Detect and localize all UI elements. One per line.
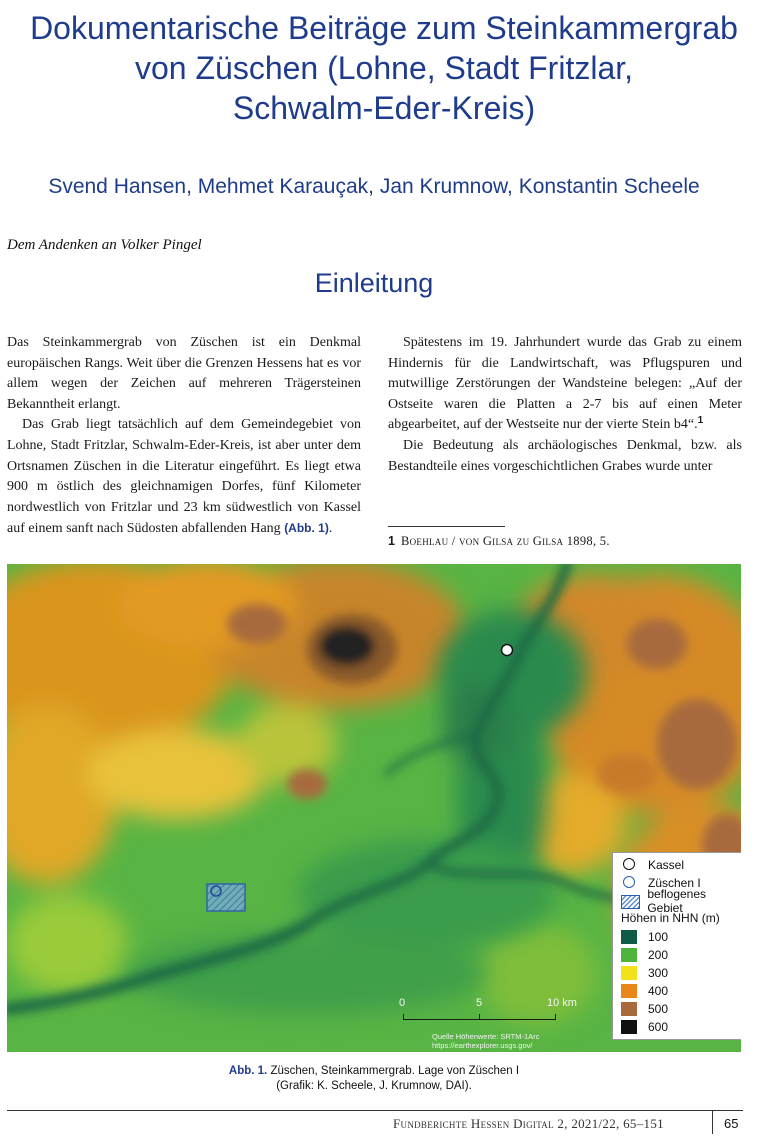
legend-item-kassel bbox=[621, 857, 684, 873]
legend-heading: Höhen in NHN (m) bbox=[621, 911, 720, 925]
legend-label: Kassel bbox=[648, 858, 685, 872]
legend-label: 400 bbox=[648, 984, 669, 998]
section-heading: Einleitung bbox=[314, 268, 434, 298]
hatched-area-icon bbox=[621, 895, 640, 909]
paragraph bbox=[388, 333, 742, 436]
footnote bbox=[388, 534, 610, 549]
color-swatch bbox=[621, 984, 637, 998]
scale-label: 0 bbox=[399, 997, 406, 1009]
scale-tick bbox=[403, 1014, 404, 1020]
figure-caption bbox=[0, 1064, 748, 1094]
footnote-marker[interactable]: 1 bbox=[697, 415, 704, 427]
map-legend bbox=[612, 852, 741, 1040]
figure-reference-link[interactable]: (Abb. 1) bbox=[284, 521, 329, 536]
text-column-left bbox=[7, 333, 361, 540]
caption-text: Züschen, Steinkammergrab. Lage von Züschen I bbox=[270, 1065, 520, 1077]
footer-rule bbox=[7, 1110, 743, 1111]
source-line: https://earthexplorer.usgs.gov/ bbox=[432, 1041, 533, 1050]
source-line: Quelle Höhenwerte: SRTM-1Arc bbox=[432, 1032, 540, 1041]
paragraph: Das Steinkammergrab von Züschen ist ein Denkmal europäischen Rangs. Weit über die Grenzen Hessens hat es vor allem wegen der Zeichen auf mehreren Trägersteinen Bekanntheit erlangt. bbox=[7, 335, 361, 412]
scale-tick bbox=[555, 1014, 556, 1020]
article-title bbox=[10, 8, 758, 128]
legend-elevation-300 bbox=[621, 965, 668, 981]
caption-label: Abb. 1. bbox=[228, 1065, 268, 1077]
color-swatch bbox=[621, 948, 637, 962]
legend-label: 300 bbox=[648, 966, 669, 980]
legend-label: 100 bbox=[648, 930, 669, 944]
legend-label: 500 bbox=[648, 1002, 669, 1016]
paragraph-tail: . bbox=[328, 521, 333, 537]
legend-label: Züschen I bbox=[648, 876, 701, 890]
paragraph bbox=[7, 415, 361, 540]
color-swatch bbox=[621, 930, 637, 944]
circle-outline-icon bbox=[623, 876, 635, 888]
scale-tick bbox=[479, 1014, 480, 1020]
footnote-rule bbox=[388, 526, 505, 527]
color-swatch bbox=[621, 966, 637, 980]
legend-elevation-600 bbox=[621, 1019, 668, 1035]
dedication: Dem Andenken an Volker Pingel bbox=[7, 237, 202, 253]
paragraph: Die Bedeutung als archäologisches Denkmal, bzw. als Bestandteile eines vorgeschichtlichen Grabes wurde unter bbox=[388, 437, 742, 474]
scale-label: 5 bbox=[476, 997, 483, 1009]
footnote-number: 1 bbox=[388, 534, 395, 548]
title-line: Schwalm-Eder-Kreis) bbox=[232, 90, 536, 126]
legend-label: beflogenes Gebiet bbox=[647, 887, 707, 915]
paragraph-text: Das Grab liegt tatsächlich auf dem Gemeindegebiet von Lohne, Stadt Fritzlar, Schwalm-Eder-Kreis, ist aber unter dem Ortsnamen Züschen in die Literatur eingeführt. Es liegt etwa 900 m östlich des gleichnamigen Dorfes, fünf Kilometer nordwestlich von Fritzlar und 23 km südwestlich von Kassel auf einem sanft nach Südosten abfallenden Hang bbox=[7, 417, 361, 537]
author-list: Svend Hansen, Mehmet Karauçak, Jan Krumnow, Konstantin Scheele bbox=[48, 175, 700, 198]
elevation-map bbox=[7, 564, 741, 1052]
legend-elevation-100 bbox=[621, 929, 668, 945]
title-line: von Züschen (Lohne, Stadt Fritzlar, bbox=[134, 50, 634, 86]
legend-elevation-400 bbox=[621, 983, 668, 999]
title-line: Dokumentarische Beiträge zum Steinkammergrab bbox=[30, 10, 738, 46]
paragraph-text: Spätestens im 19. Jahrhundert wurde das Grab zu einem Hindernis für die Landwirtschaft, was Pflugspuren und mutwillige Zerstörungen der Wandsteine belegen: „Auf der Ostseite waren die Platten a 2-7 bis auf einen Meter abgearbeitet, auf der Westseite nur der vierte Stein b4“. bbox=[388, 335, 742, 433]
legend-item-area bbox=[621, 887, 741, 915]
legend-label: 200 bbox=[648, 948, 669, 962]
footer-divider bbox=[712, 1110, 713, 1134]
legend-elevation-200 bbox=[621, 947, 668, 963]
caption-credit: (Grafik: K. Scheele, J. Krumnow, DAI). bbox=[276, 1080, 472, 1092]
scale-bar bbox=[395, 996, 585, 1036]
page-number: 65 bbox=[724, 1116, 739, 1131]
circle-icon bbox=[623, 858, 635, 870]
text-column-right bbox=[388, 333, 742, 477]
scale-label: 10 km bbox=[547, 997, 577, 1009]
legend-elevation-500 bbox=[621, 1001, 668, 1017]
color-swatch bbox=[621, 1020, 637, 1034]
color-swatch bbox=[621, 1002, 637, 1016]
journal-citation: Fundberichte Hessen Digital 2, 2021/22, 65–151 bbox=[393, 1116, 664, 1131]
legend-label: 600 bbox=[648, 1020, 669, 1034]
footnote-text: Boehlau / von Gilsa zu Gilsa 1898, 5. bbox=[400, 534, 610, 548]
kassel-marker bbox=[502, 645, 513, 656]
data-source-note bbox=[432, 1032, 539, 1050]
